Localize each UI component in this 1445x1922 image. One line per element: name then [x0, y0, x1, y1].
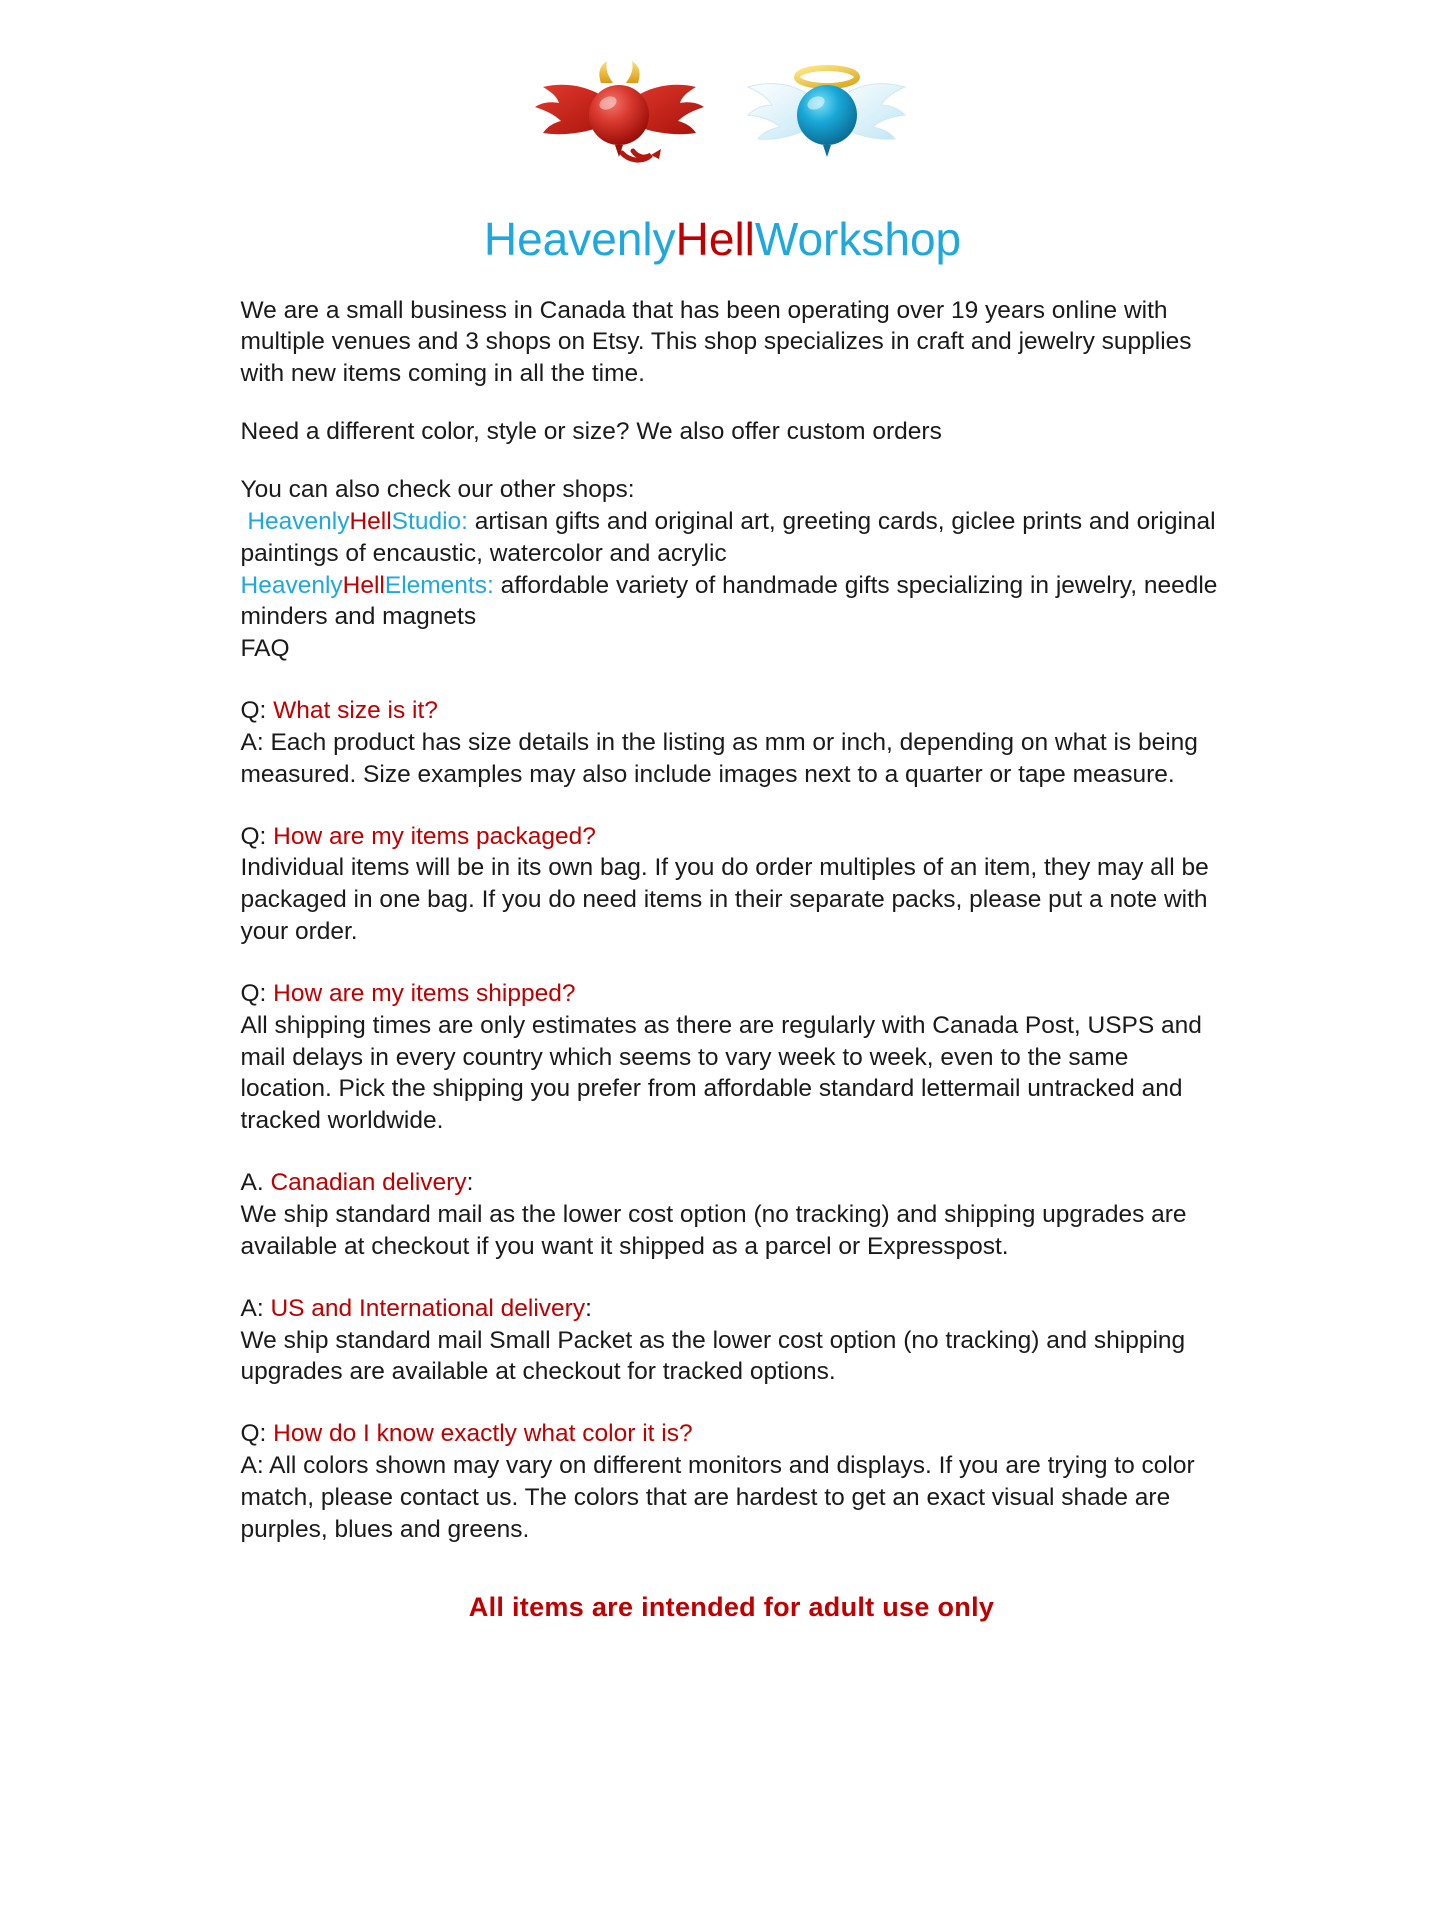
faq-heading: FAQ: [240, 635, 290, 663]
document-page: [0, 52, 1445, 1922]
page-title: [0, 214, 1445, 265]
faq-question-text: How do I know exactly what color it is?: [266, 1420, 693, 1448]
shop-studio-name-c: Studio:: [391, 507, 468, 535]
devil-balloon-icon: [527, 57, 712, 167]
faq-question-suffix: :: [466, 1169, 474, 1197]
document-body: [223, 295, 1223, 1623]
other-shops-heading: You can also check our other shops:: [240, 475, 635, 503]
faq-question-line: [241, 1167, 1223, 1199]
faq-item: [241, 978, 1223, 1137]
title-part-heavenly: Heavenly: [483, 213, 676, 265]
angel-balloon-icon: [734, 57, 919, 167]
faq-question-label: A.: [240, 1169, 264, 1197]
faq-answer-text: Individual items will be in its own bag. If you do order multiples of an item, they may all be packaged in one bag. If you do need items in their separate packs, please put a note with your order.: [240, 854, 1209, 946]
faq-question-line: [241, 695, 1223, 727]
shop-link-studio[interactable]: [241, 506, 1223, 570]
faq-question-line: [241, 821, 1223, 853]
adult-use-note: All items are intended for adult use only: [468, 1591, 995, 1622]
faq-item: [241, 1293, 1223, 1389]
title-part-hell: Hell: [675, 213, 755, 265]
shop-studio-description: artisan gifts and original art, greeting cards, giclee prints and original paintings of encaustic, watercolor and acrylic: [240, 507, 1216, 567]
faq-answer-text: A: Each product has size details in the listing as mm or inch, depending on what is being measured. Size examples may also include images next to a quarter or tape measure.: [240, 728, 1198, 788]
faq-question-line: [241, 978, 1223, 1010]
shop-elements-name-c: Elements:: [384, 571, 494, 599]
shop-studio-name-b: Hell: [349, 507, 392, 535]
title-part-workshop: Workshop: [754, 213, 962, 265]
faq-question-label: Q:: [240, 822, 267, 850]
faq-question-label: Q:: [240, 697, 267, 725]
shop-elements-description: affordable variety of handmade gifts specializing in jewelry, needle minders and magnets: [240, 571, 1218, 631]
faq-question-line: [241, 1293, 1223, 1325]
faq-question-text: How are my items packaged?: [266, 822, 596, 850]
faq-answer-text: We ship standard mail Small Packet as the lower cost option (no tracking) and shipping upgrades are available at checkout for tracked options.: [240, 1326, 1186, 1386]
faq-question-text: Canadian delivery: [263, 1169, 467, 1197]
intro-paragraph-1: We are a small business in Canada that has been operating over 19 years online with multiple venues and 3 shops on Etsy. This shop specializes in craft and jewelry supplies with new items coming in all the time.: [240, 296, 1192, 388]
faq-item: [241, 1167, 1223, 1263]
faq-answer-text: A: All colors shown may vary on different monitors and displays. If you are trying to color match, please contact us. The colors that are hardest to get an exact visual shade are purples, blues and greens.: [240, 1452, 1195, 1543]
shop-link-elements[interactable]: [241, 570, 1223, 634]
faq-answer-text: We ship standard mail as the lower cost option (no tracking) and shipping upgrades are available at checkout if you want it shipped as a parcel or Expresspost.: [240, 1201, 1187, 1260]
intro-paragraph-2: Need a different color, style or size? We also offer custom orders: [240, 418, 942, 446]
faq-question-text: How are my items shipped?: [266, 979, 576, 1007]
faq-question-label: Q:: [240, 1420, 267, 1448]
faq-item: [241, 695, 1223, 791]
faq-question-suffix: :: [585, 1294, 592, 1322]
faq-item: [241, 1418, 1223, 1545]
shop-studio-name-a: Heavenly: [247, 507, 350, 535]
faq-answer-text: All shipping times are only estimates as there are regularly with Canada Post, USPS and mail delays in every country which seems to vary week to week, even to the same location. Pick the shipping you prefer from affordable standard lettermail untracked and tracked worldwide.: [240, 1011, 1202, 1135]
faq-question-label: A:: [240, 1294, 264, 1322]
faq-question-label: Q:: [240, 979, 267, 1007]
faq-question-line: [241, 1418, 1223, 1450]
faq-item: [241, 821, 1223, 948]
shop-elements-name-b: Hell: [342, 571, 385, 599]
logo-row: [0, 52, 1445, 172]
faq-question-text: US and International delivery: [263, 1294, 586, 1322]
faq-question-text: What size is it?: [266, 697, 438, 725]
shop-elements-name-a: Heavenly: [240, 571, 343, 599]
